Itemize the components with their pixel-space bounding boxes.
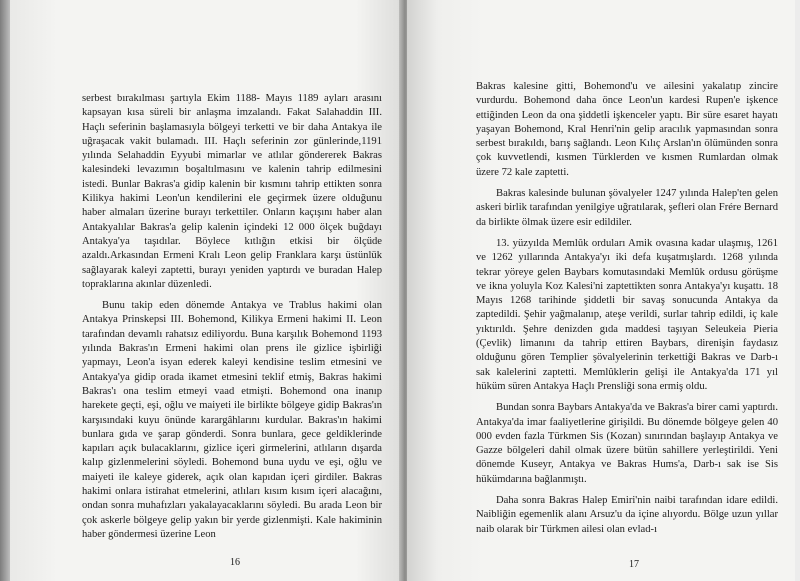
right-paragraph-2: Bakras kalesinde bulunan şövalyeler 1247 yılında Halep'ten gelen askeri birlik tarafından yenilgiye uğratılarak, şefleri olan Frére Bernard da birlikte ölmak üzere esir edildiler. [476, 188, 778, 228]
right-paragraph-4: Bundan sonra Baybars Antakya'da ve Bakras'a birer cami yaptırdı. Antakya'da imar faaliyetlerine girişildi. Bu dönemde bölgeye gelen 40 000 evden fazla Türkmen Sis (Kozan) sınırından başlayıp Antakya ve Gazze bölgeleri dahil olmak üzere bütün sahillere yerleştirildi. Yeni dönemde Kuseyr, Antakya ve Bakras Hums'a, Darb-ı sak ise Sis hükümdarına bağlanmıştı. [476, 402, 778, 485]
right-paragraph-3: 13. yüzyılda Memlûk orduları Amik ovasına kadar ulaşmış, 1261 ve 1262 yıllarında Antakya'yı iki defa kuşatmışlardı. 1268 yılında tekrar yöreye gelen Baybars komutasındaki Memlûk ordusu görüşme ve ikna yoluyla Koz Kalesi'ni zaptettikten sonra Antakya'yı kuşattı. 18 Mayıs 1268 tarihinde şiddetli bir savaş sonucunda Antakya da zaptedildi. Şehir yağmalanıp, ateşe verildi, surlar tahrip edildi, iç kale yıktırıldı. Şehre denizden gıda maddesi taşıyan Seleukeia Pieria (Çevlik) limanını da tahrip ettiren Baybars, direnişin faydasız olduğunu gören Templier şövalyelerinin terkettiği Bakras ve Darb-ı sak kalelerini zaptetti. Memlûklerin gelişi ile Antakya'da 171 yıl hüküm süren Antakya Haçlı Prensliği sona ermiş oldu. [476, 237, 778, 392]
left-paragraph-1: serbest bırakılması şartıyla Ekim 1188- Mayıs 1189 ayları arasını kapsayan kısa süreli bir anlaşma imzalandı. Fakat Salahaddin III. Haçlı seferinin başlamasıyla bölgeyi terketti ve bir daha Antakya ile uğraşacak vakit bulamadı. III. Haçlı seferinin zor günlerinde,1191 yılında Selahaddin Eyyubi mimarlar ve atlılar göndererek Bakras kalesindeki levazımın boşaltılmasını ve kalenin tahrip edilmesini istedi. Bunlar Bakras'a gidip kalenin bir kısmını tahrip ettikten sonra Kilikya hakimi Leon'un kendilerini ele geçirmek üzere olduğunu haber almaları üzerine burayı terkettiler. Onların kaçışını haber alan Antakyalılar Bakras'a gelip kalenin içindeki 12 000 ölçek buğdayı Antakya'ya taşıdılar. Böylece kıtlığın etkisi bir ölçüde azaldı.Arkasından Ermeni Kralı Leon gelip Franklara karşı üstünlük sağlayarak kaleyi zaptetti, burayı yeniden yaptırdı ve buradan Halep topraklarına akınlar düzenledi. [82, 93, 382, 290]
left-page-number: 16 [230, 557, 240, 568]
right-paragraph-5: Daha sonra Bakras Halep Emiri'nin naibi tarafından idare edildi. Naibliğin egemenlik alanı Arsuz'u da içine alıyordu. Bölge uzun yıllar naib olarak bir Türkmen ailesi olan evlad-ı [476, 495, 778, 535]
right-page [407, 0, 795, 581]
right-paragraph-1: Bakras kalesine gitti, Bohemond'u ve ailesini yakalatıp zincire vurdurdu. Bohemond daha önce Leon'un kardesi Rupen'e işkence ettiğinden Leon da ona şiddetli işkenceler yaptı. Bir süre esaret hayatı yaşayan Bohemond, Kral Henri'nin gelip aracılık yapmasından sonra serbest bırakıldı, barış sağlandı. Leon Kılıç Arslan'ın ölümünden sonra çok kuvvetlendi, kısmen Türklerden ve kısmen Rumlardan olmak üzere 72 kale zaptetti. [476, 81, 778, 178]
left-paragraph-2: Bunu takip eden dönemde Antakya ve Trablus hakimi olan Antakya Prinskepsi III. Bohemond, Kilikya Ermeni hakimi II. Leon tarafından devamlı rahatsız ediliyordu. Buna karşılık Bohemond 1193 yılında Bakras'ın Ermeni hakimi olan prens ile gizlice işbirliği yapmayı, Leon'a isyan ederek kaleyi kendisine teslim etmesini ve Antakya'ya gidip orada ikamet etmesini teklif etmiş, Bakras hakimi Bakras'ı ona teslim etmeyi vaad etmişti. Bohemond ona inanıp harekete geçti, eşi, oğlu ve maiyeti ile birlikte bölgeye gidip Bakras'ın karşısındaki kuyu önünde karargâhlarını kurdular. Bakras'ın hakimi bunlara gıda ve şarap gönderdi. Sonra bunlara, gece geldiklerinde kapıları açık bulacaklarını, gizlice içeri girmelerini, atlıların dışarda kalıp gizlenmelerini söyledi. Bohemond buna uydu ve eşi, oğlu ve maiyeti ile kaleye giderek, açık olan kapıdan içeri girdiler. Bakras hakimi onlara istirahat etmelerini, atlıları kısım kısım içeri alacağını, ondan sonra muhafızları yakalayacaklarını söyledi. Bu arada Leon bir çok askerle bölgeye gelip yakın bir yerde gizlenmişti. Kale hakiminin haber göndermesi üzerine Leon [82, 300, 382, 540]
left-page [10, 0, 403, 581]
left-page-text [82, 92, 382, 542]
right-page-text [476, 80, 778, 537]
right-page-number: 17 [629, 559, 639, 570]
